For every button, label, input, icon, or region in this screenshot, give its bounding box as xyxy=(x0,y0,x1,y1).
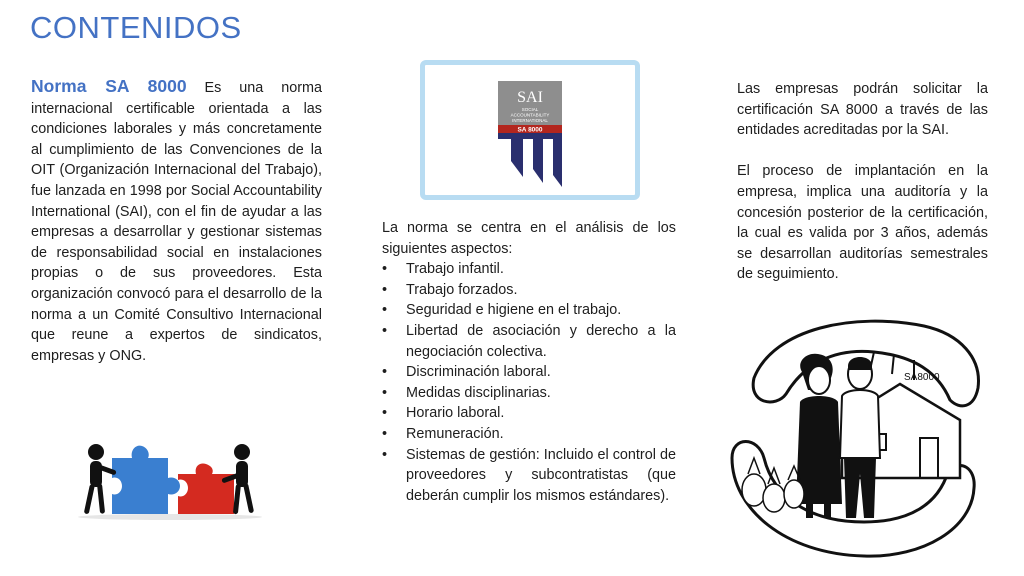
puzzle-illustration xyxy=(70,438,270,520)
list-item xyxy=(382,445,676,507)
list-item xyxy=(382,300,676,321)
bullet-icon: • xyxy=(382,281,388,298)
list-item-text: Horario laboral. xyxy=(406,405,505,422)
aspects-block xyxy=(382,218,676,506)
implementation-paragraph: El proceso de implantación en la empresa, implica una auditoría y la concesión posterior de la certificación, la cual es valida por 3 años, además se desarrollan auditorías semestrales de seguimiento. xyxy=(737,163,988,283)
sai-logo-name: SAI xyxy=(517,89,543,106)
list-item-text: Trabajo infantil. xyxy=(406,261,504,278)
list-item-text: Sistemas de gestión: Incluido el control de proveedores y subcontratistas (que deberán cumplir los mismos estándares). xyxy=(406,446,676,504)
list-item-text: Remuneración. xyxy=(406,425,504,442)
puzzle-shadow xyxy=(78,514,262,520)
list-item xyxy=(382,321,676,362)
bullet-icon: • xyxy=(382,322,388,339)
sai-logo-line1: SOCIAL xyxy=(521,107,539,112)
bullet-icon: • xyxy=(382,446,388,463)
bullet-icon: • xyxy=(382,384,388,401)
list-item-text: Medidas disciplinarias. xyxy=(406,384,551,401)
list-item xyxy=(382,362,676,383)
list-item-text: Trabajo forzados. xyxy=(406,281,518,298)
slide-title: CONTENIDOS xyxy=(30,10,242,45)
left-person-icon xyxy=(84,444,117,514)
bullet-icon: • xyxy=(382,405,388,422)
list-item-text: Libertad de asociación y derecho a la negociación colectiva. xyxy=(406,322,676,360)
hands-illustration xyxy=(724,308,988,572)
list-item-text: Discriminación laboral. xyxy=(406,364,551,381)
sai-logo-pennant xyxy=(498,133,562,187)
list-item xyxy=(382,403,676,424)
illustration-tag: SA8000 xyxy=(904,372,940,383)
bullet-icon: • xyxy=(382,364,388,381)
certification-block xyxy=(737,79,988,306)
certification-paragraph: Las empresas podrán solicitar la certificación SA 8000 a través de las entidades acreditadas por la SAI. xyxy=(737,81,988,139)
norm-description: Es una norma internacional certificable orientada a las condiciones laborales y más concretamente al cumplimiento de las Convenciones de la OIT (Organización Internacional del Trabajo), fue lanzada en 1998 por Social Accountability International (SAI), con el fin de ayudar a las empresas a desarrollar y gestionar sistemas de responsabilidad social en instalaciones propias o de sus proveedores. Esta organización convocó para el desarrollo de la norma a un Comité Consultivo Internacional que reune a expertos de sindicatos, empresas y ONG. xyxy=(31,80,322,364)
plants-icon xyxy=(742,458,804,512)
left-text-block xyxy=(31,76,322,366)
list-item xyxy=(382,259,676,280)
norm-name: Norma SA 8000 xyxy=(31,76,187,96)
sai-logo-line3: INTERNATIONAL xyxy=(512,118,548,123)
sai-logo-badge: SA 8000 xyxy=(517,126,543,134)
list-item xyxy=(382,424,676,445)
bullet-icon: • xyxy=(382,425,388,442)
aspects-intro: La norma se centra en el análisis de los siguientes aspectos: xyxy=(382,220,676,257)
bullet-icon: • xyxy=(382,302,388,319)
list-item xyxy=(382,383,676,404)
sai-logo xyxy=(425,65,635,195)
list-item xyxy=(382,280,676,301)
sai-logo-frame xyxy=(420,60,640,200)
list-item-text: Seguridad e higiene en el trabajo. xyxy=(406,302,622,319)
sai-logo-line2: ACCOUNTABILITY xyxy=(510,112,550,118)
bullet-icon: • xyxy=(382,261,388,278)
red-puzzle-piece-icon xyxy=(178,463,234,514)
blue-puzzle-piece-icon xyxy=(112,446,180,514)
aspects-list xyxy=(382,259,676,506)
man-figure-icon xyxy=(840,357,880,518)
